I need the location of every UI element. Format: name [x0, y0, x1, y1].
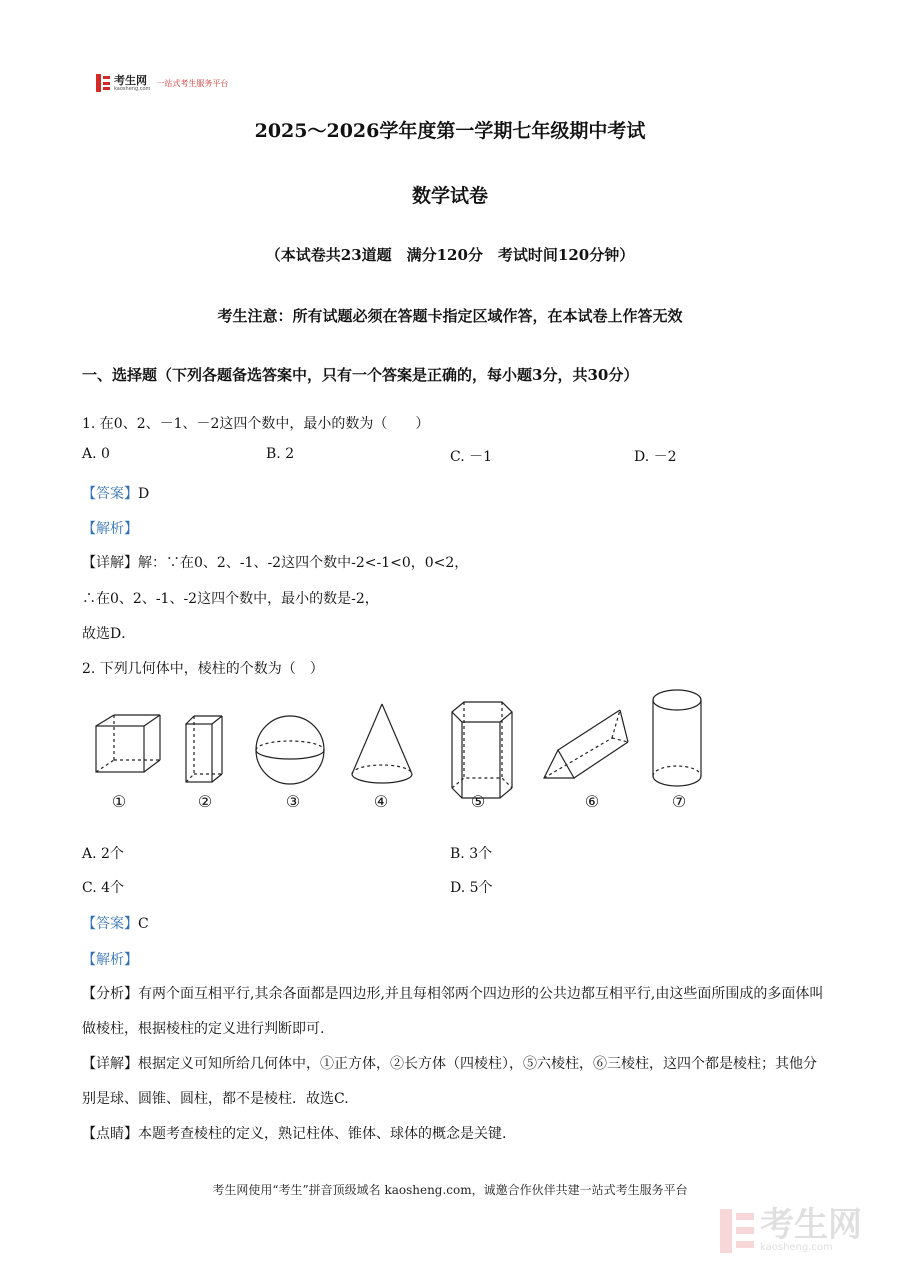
q1-answer-line — [82, 483, 149, 503]
solids-figure — [82, 680, 722, 820]
logo-name: 考生网 — [114, 73, 147, 87]
logo-domain: kaosheng.com — [114, 85, 151, 92]
exam-subtitle: 数学试卷 — [411, 185, 488, 207]
figure-label-4: ④ — [373, 792, 389, 811]
sphere-figure — [256, 716, 324, 784]
q1-answer: D — [138, 486, 150, 502]
logo-icon — [96, 74, 110, 92]
figure-label-7: ⑦ — [671, 792, 687, 811]
q1-option-d: D. －2 — [634, 449, 677, 465]
hexagonal-prism-figure — [452, 702, 512, 798]
figure-label-5: ⑤ — [470, 792, 486, 811]
triangular-prism-figure — [544, 710, 628, 778]
q1-detail-label: 【详解】 — [82, 555, 138, 571]
q1-detail-2: ∴在0、2、-1、-2这四个数中，最小的数是-2， — [82, 591, 379, 607]
q1-detail-3: 故选D． — [82, 626, 136, 642]
q2-answer: C — [138, 916, 149, 932]
figure-label-3: ③ — [285, 792, 301, 811]
q2-option-a: A. 2个 — [82, 846, 124, 862]
q2-answer-label: 【答案】 — [82, 916, 138, 932]
cylinder-figure — [653, 690, 701, 786]
q2-comment-text: 本题考查棱柱的定义，熟记柱体、锥体、球体的概念是关键. — [138, 1126, 507, 1142]
q1-stem: 1. 在0、2、－1、－2这四个数中，最小的数为（ ） — [82, 416, 430, 432]
q2-analysis-paragraph — [82, 977, 824, 1047]
figure-label-6: ⑥ — [584, 792, 600, 811]
q2-option-b: B. 3个 — [450, 846, 493, 862]
exam-notice: 考生注意：所有试题必须在答题卡指定区域作答，在本试卷上作答无效 — [217, 307, 683, 325]
figure-label-1: ① — [111, 792, 127, 811]
q1-detail-1-line — [82, 552, 468, 572]
q1-analysis-label: 【解析】 — [82, 521, 138, 537]
watermark-icon — [720, 1209, 754, 1253]
q1-option-c: C. －1 — [450, 449, 493, 465]
brand-logo[interactable] — [96, 72, 228, 94]
figure-label-2: ② — [197, 792, 213, 811]
q2-analysis-label: 【解析】 — [82, 952, 138, 968]
q2-answer-line — [82, 913, 149, 933]
q1-answer-label: 【答案】 — [82, 486, 138, 502]
q2-option-c: C. 4个 — [82, 880, 125, 896]
q2-option-d: D. 5个 — [450, 880, 493, 896]
logo-slogan: 一站式考生服务平台 — [156, 78, 229, 88]
cuboid-figure — [186, 716, 222, 782]
q2-stem: 2. 下列几何体中，棱柱的个数为（ ） — [82, 661, 324, 677]
cube-figure — [96, 715, 160, 772]
watermark-domain: kaosheng.com — [760, 1242, 833, 1253]
q2-detail-label: 【详解】 — [82, 1056, 138, 1072]
cone-figure — [352, 704, 412, 783]
footer-text: 考生网使用“考生”拼音顶级域名 kaosheng.com，诚邀合作伙伴共建一站式考生服务平台 — [212, 1183, 688, 1197]
watermark — [720, 1205, 862, 1253]
watermark-name: 考生网 — [760, 1205, 862, 1245]
q2-detail-text: 根据定义可知所给几何体中，①正方体，②长方体（四棱柱），⑤六棱柱，⑥三棱柱，这四个都是棱柱；其他分别是球、圆锥、圆柱，都不是棱柱．故选C. — [82, 1056, 817, 1107]
section-heading: 一、选择题（下列各题备选答案中，只有一个答案是正确的，每小题3分，共30分） — [82, 366, 639, 384]
q2-analysis-label-2: 【分析】 — [82, 986, 138, 1002]
q1-option-a: A. 0 — [82, 446, 110, 462]
q2-comment-paragraph — [82, 1117, 824, 1152]
exam-meta: （本试卷共23道题 满分120分 考试时间120分钟） — [265, 246, 635, 264]
q2-detail-paragraph — [82, 1047, 824, 1117]
exam-title: 2025～2026学年度第一学期七年级期中考试 — [254, 120, 646, 142]
q1-detail-1: 解：∵在0、2、-1、-2这四个数中-2<-1<0，0<2， — [138, 555, 469, 571]
q1-option-b: B. 2 — [266, 446, 295, 462]
q2-comment-label: 【点睛】 — [82, 1126, 138, 1142]
q2-analysis-text: 有两个面互相平行,其余各面都是四边形,并且每相邻两个四边形的公共边都互相平行,由这些面所围成的多面体叫做棱柱，根据棱柱的定义进行判断即可. — [82, 986, 824, 1037]
